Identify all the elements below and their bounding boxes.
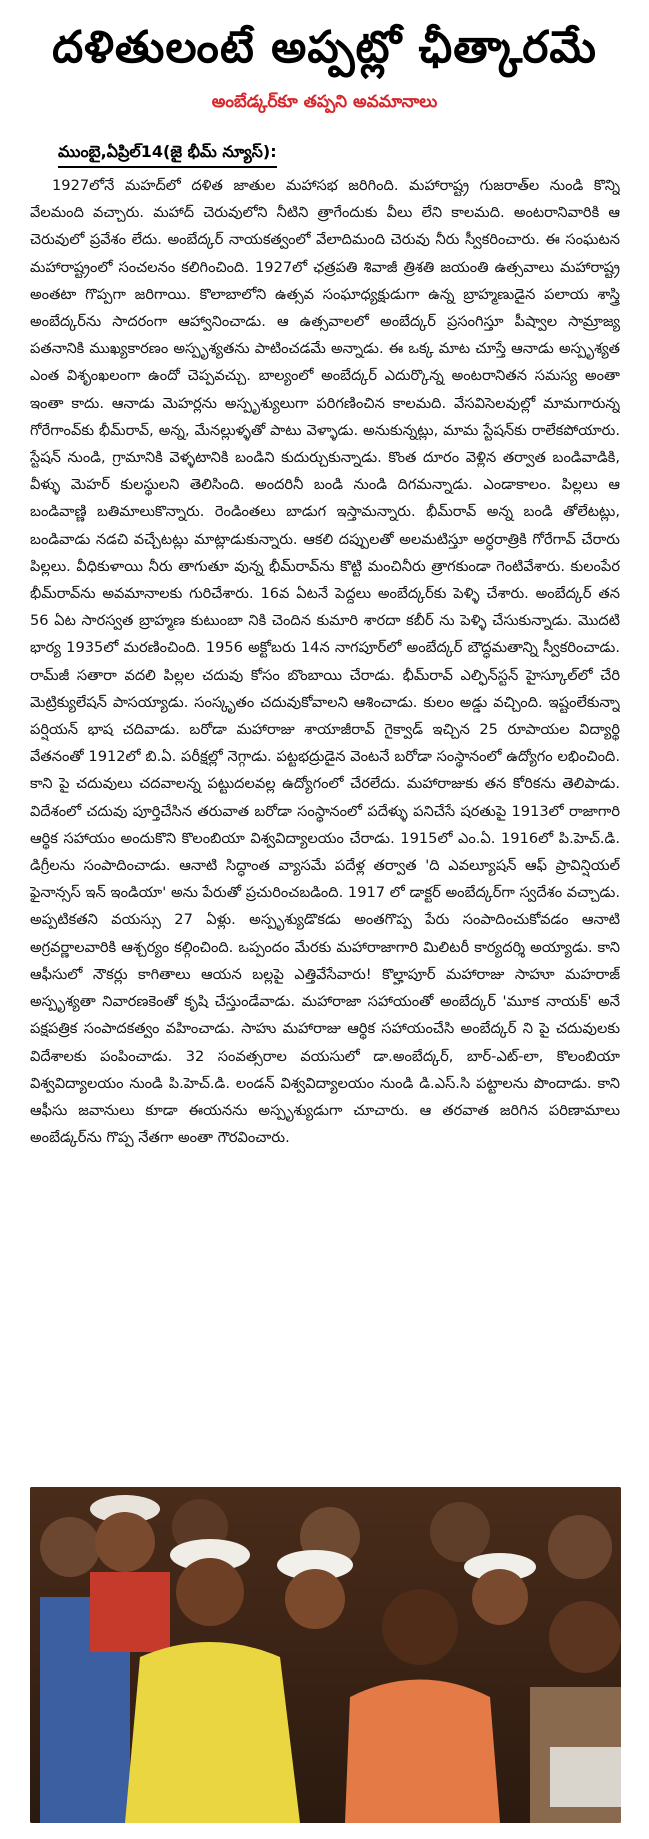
subheadline: అంబేడ్కర్‌కూ తప్పని అవమానాలు: [211, 92, 438, 112]
crowd-photo-illustration: [30, 1487, 621, 1823]
crowd-photo: [30, 1487, 621, 1823]
dateline: ముంబై,ఏప్రిల్14(జై భీమ్ న్యూస్):: [58, 142, 277, 168]
headline: దళితులంటే అప్పట్లో ఛీత్కారమే: [52, 22, 597, 73]
article-body: 1927లోనే మహద్‌లో దళిత జాతుల మహాసభ జరిగింది. మహారాష్ట్ర గుజరాత్‌ల నుండి కొన్ని వేలమంది వచ్చారు. మహాద్ చెరువులోని నీటిని త్రాగేందుకు వీలు లేని కాలమది. అంటరానివారికి ఆ చెరువులో ప్రవేశం లేదు. అంబేద్కర్ నాయకత్వంలో వేలాదిమంది చెరువు నీరు స్వీకరించారు. ఈ సంఘటన మహారాష్ట్రంలో సంచలనం కలిగించింది. 1927లో ఛత్రపతి శివాజీ త్రిశతి జయంతి ఉత్సవాలు మహారాష్ట్ర అంతటా గొప్పగా జరిగాయి. కొలాబాలోని ఉత్సవ సంఘాధ్యక్షుడుగా ఉన్న బ్రాహ్మణుడైన పలాయ శాస్త్రి అంబేద్కర్‌ను సాదరంగా ఆహ్వానించాడు. ఆ ఉత్సవాలలో అంబేద్కర్ ప్రసంగిస్తూ పీష్వాల సామ్రాజ్య పతనానికి ముఖ్యకారణం అస్పృశ్యతను పాటించడమే అన్నాడు. ఈ ఒక్క మాట చూస్తే ఆనాడు అస్పృశ్యత ఎంత విశృంఖలంగా ఉందో చెప్పవచ్చు. బాల్యంలో అంబేద్కర్ ఎదుర్కొన్న అంటరానితన సమస్య అంతా ఇంతా కాదు. ఆనాడు మెహర్లను అస్పృశ్యులుగా పరిగణించిన కాలమది. వేసవిసెలవుల్లో మామగారున్న గోరేగాంవ్‌కు భీమ్‌రావ్, అన్న, మేనల్లుళ్ళతో పాటు వెళ్ళాడు. అనుకున్నట్లు, మామ స్టేషన్‌కు రాలేకపోయారు. స్టేషన్ నుండి, గ్రామానికి వెళ్ళటానికి బండిని కుదుర్చుకున్నాడు. కొంత దూరం వెళ్లిన తర్వాత బండివాడికి, వీళ్ళు మెహర్ కులస్థులని తెలిసింది. అందరినీ బండి నుండి దిగమన్నాడు. ఎండాకాలం. పిల్లలు ఆ బండివాణ్ణి బతిమాలుకొన్నారు. రెండింతలు బాడుగ ఇస్తామన్నారు. భీమ్‌రావ్ అన్న బండి తోలేటట్లు, బండివాడు నడచి వచ్చేటట్లు మాట్లాడుకున్నారు. ఆకలి దప్పులతో అలమటిస్తూ అర్ధరాత్రికి గోరేగావ్ చేరారు పిల్లలు. వీధికుళాయి నీరు తాగుతూ వున్న భీమ్‌రావ్‌ను కొట్టి మంచినీరు త్రాగకుండా గెంటివేశారు. కులంపేర భీమ్‌రావ్‌ను అవమానాలకు గురిచేశారు. 16వ ఏటనే పెద్దలు అంబేద్కర్‌కు పెళ్ళి చేశారు. అంబేద్కర్ తన 56 ఏట సారస్వత బ్రాహ్మణ కుటుంబా నికి చెందిన కుమారి శారదా కబీర్ ను పెళ్ళి చేసుకున్నాడు. మొదటి భార్య 1935లో మరణించింది. 1956 అక్టోబరు 14న నాగపూర్‌లో అంబేద్కర్ బౌద్ధమతాన్ని స్వీకరించాడు. రామ్‌జీ సతారా వదలి పిల్లల చదువు కోసం బొంబాయి చేరాడు. భీమ్‌రావ్ ఎల్ఫిన్‌స్టన్ హైస్కూల్‌లో చేరి మెట్రిక్యులేషన్ పాసయ్యాడు. సంస్కృతం చదువుకోవాలని ఆశించాడు. కులం అడ్డు వచ్చింది. ఇష్టంలేకున్నా పర్షియన్ భాష చదివాడు. బరోడా మహారాజు శాయాజీరావ్ గైక్వాడ్ ఇచ్చిన 25 రూపాయల విద్యార్థి వేతనంతో 1912లో బి.ఏ. పరీక్షల్లో నెగ్గాడు. పట్టభద్రుడైన వెంటనే బరోడా సంస్థానంలో ఉద్యోగం లభించింది. కాని పై చదువులు చదవాలన్న పట్టుదలవల్ల ఉద్యోగంలో చేరలేదు. మహారాజుకు తన కోరికను తెలిపాడు. విదేశంలో చదువు పూర్తిచేసిన తరువాత బరోడా సంస్థానంలో పదేళ్ళు పనిచేసే షరతుపై 1913లో రాజాగారి ఆర్థిక సహాయం అందుకొని కొలంబియా విశ్వవిద్యాలయం చేరాడు. 1915లో ఎం.ఏ. 1916లో పి.హెచ్.డి. డిగ్రీలను సంపాదించాడు. ఆనాటి సిద్ధాంత వ్యాసమే పదేళ్ల తర్వాత 'ది ఎవల్యూషన్ ఆఫ్ ప్రావిన్షియల్ ఫైనాన్సస్ ఇన్ ఇండియా' అను పేరుతో ప్రచురించబడింది. 1917 లో డాక్టర్ అంబేద్కర్‌గా స్వదేశం వచ్చాడు. అప్పటికతని వయస్సు 27 ఏళ్లు. అస్పృశ్యుడొకడు అంతగొప్ప పేరు సంపాదించుకోవడం ఆనాటి అగ్రవర్ణాలవారికి ఆశ్చర్యం కల్గించింది. ఒప్పందం మేరకు మహారాజాగారి మిలిటరీ కార్యదర్శి అయ్యాడు. కాని ఆఫీసులో నౌకర్లు కాగితాలు ఆయన బల్లపై ఎత్తివేసేవారు! కొల్హాపూర్ మహారాజు సాహూ మహరాజ్ అస్పృశ్యతా నివారణకెంతో కృషి చేస్తుండేవాడు. మహారాజా సహాయంతో అంబేద్కర్ 'మూక నాయక్' అనే పక్షపత్రిక సంపాదకత్వం వహించాడు. సాహు మహారాజు ఆర్థిక సహాయంచేసి అంబేద్కర్ ని పై చదువులకు విదేశాలకు పంపించాడు. 32 సంవత్సరాల వయసులో డా.అంబేద్కర్, బార్-ఎట్-లా, కొలంబియా విశ్వవిద్యాలయం నుండి పి.హెచ్.డి. లండన్ విశ్వవిద్యాలయం నుండి డి.ఎస్.సి పట్టాలను పొందాడు. కాని ఆఫీసు జవానులు కూడా ఈయనను అస్పృశ్యుడుగా చూచారు. ఆ తరవాత జరిగిన పరిణామాలు అంబేడ్కర్‌ను గొప్ప నేతగా అంతా గౌరవించారు.: [30, 177, 620, 1147]
